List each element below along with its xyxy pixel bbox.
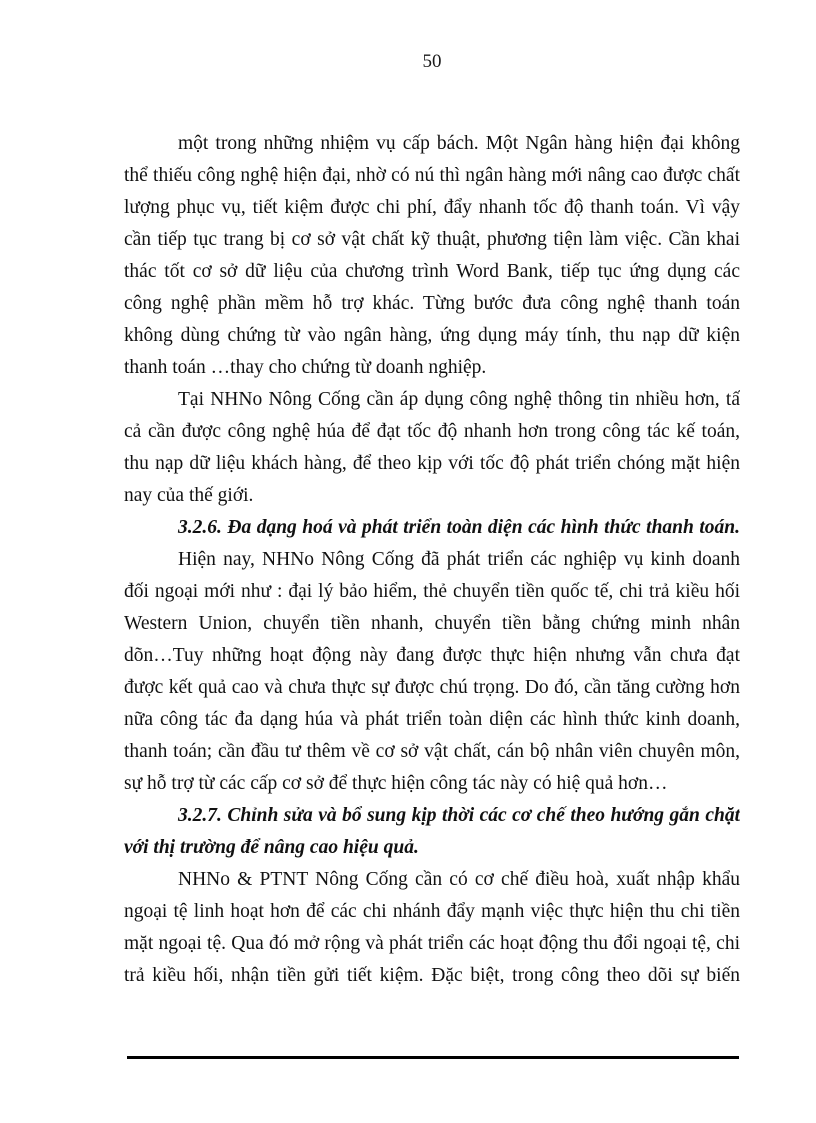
page-number: 50 xyxy=(422,51,442,72)
paragraph xyxy=(124,864,740,992)
paragraph xyxy=(124,128,740,384)
text-line: 3.2.7. Chỉnh sửa và bổ sung kịp thời các cơ chế theo hướng gắn chặt xyxy=(178,805,740,826)
text-line: nay của thế giới. xyxy=(124,485,254,506)
text-line: lượng phục vụ, tiết kiệm được chi phí, đẩy nhanh tốc độ thanh toán. Vì vậy xyxy=(124,197,740,218)
text-line: cần tiếp tục trang bị cơ sở vật chất kỹ thuật, phương tiện làm việc. Cần khai xyxy=(124,229,740,250)
text-line: 3.2.6. Đa dạng hoá và phát triển toàn diện các hình thức thanh toán. xyxy=(178,517,740,538)
text-line: sự hỗ trợ từ các cấp cơ sở để thực hiện công tác này có hiệ quả hơn… xyxy=(124,773,668,794)
paragraph xyxy=(124,384,740,512)
text-line: không dùng chứng từ vào ngân hàng, ứng dụng máy tính, thu nạp dữ kiện xyxy=(124,325,740,346)
text-line: được kết quả cao và chưa thực sự được chú trọng. Do đó, cần tăng cường hơn xyxy=(124,677,740,698)
text-line: mặt ngoại tệ. Qua đó mở rộng và phát triển các hoạt động thu đổi ngoại tệ, chi xyxy=(124,933,740,954)
section-heading xyxy=(124,800,740,864)
footer-rule xyxy=(127,1056,739,1059)
paragraph xyxy=(124,544,740,800)
text-line: một trong những nhiệm vụ cấp bách. Một Ngân hàng hiện đại không xyxy=(178,133,740,154)
text-line: Western Union, chuyển tiền nhanh, chuyển tiền bằng chứng minh nhân xyxy=(124,613,740,634)
text-line: Hiện nay, NHNo Nông Cống đã phát triển các nghiệp vụ kinh doanh xyxy=(178,549,740,570)
text-line: thu nạp dữ liệu khách hàng, để theo kịp với tốc độ phát triển chóng mặt hiện xyxy=(124,453,740,474)
text-line: cả cần được công nghệ húa để đạt tốc độ nhanh hơn trong công tác kế toán, xyxy=(124,421,740,442)
text-line: thanh toán …thay cho chứng từ doanh nghiệp. xyxy=(124,357,487,378)
text-line: đối ngoại mới như : đại lý bảo hiểm, thẻ chuyển tiền quốc tế, chi trả kiều hối xyxy=(124,581,740,602)
text-line: trả kiều hối, nhận tiền gửi tiết kiệm. Đặc biệt, trong công theo dõi sự biến xyxy=(124,965,740,986)
text-line: công nghệ phần mềm hỗ trợ khác. Từng bước đưa công nghệ thanh toán xyxy=(124,293,740,314)
text-line: NHNo & PTNT Nông Cống cần có cơ chế điều hoà, xuất nhập khẩu xyxy=(178,869,740,890)
text-line: Tại NHNo Nông Cống cần áp dụng công nghệ thông tin nhiều hơn, tấ xyxy=(178,389,740,410)
section-heading xyxy=(124,512,740,544)
document-body xyxy=(124,128,740,992)
text-line: thể thiếu công nghệ hiện đại, nhờ có nú thì ngân hàng mới nâng cao được chất xyxy=(124,165,740,186)
text-line: với thị trường để nâng cao hiệu quả. xyxy=(124,837,419,858)
text-line: dõn…Tuy những hoạt động này đang được thực hiện nhưng vẫn chưa đạt xyxy=(124,645,740,666)
text-line: thác tốt cơ sở dữ liệu của chương trình Word Bank, tiếp tục ứng dụng các xyxy=(124,261,740,282)
text-line: ngoại tệ linh hoạt hơn để các chi nhánh đẩy mạnh việc thực hiện thu chi tiền xyxy=(124,901,740,922)
text-line: nữa công tác đa dạng húa và phát triển toàn diện các hình thức kinh doanh, xyxy=(124,709,740,730)
text-line: thanh toán; cần đầu tư thêm về cơ sở vật chất, cán bộ nhân viên chuyên môn, xyxy=(124,741,740,762)
